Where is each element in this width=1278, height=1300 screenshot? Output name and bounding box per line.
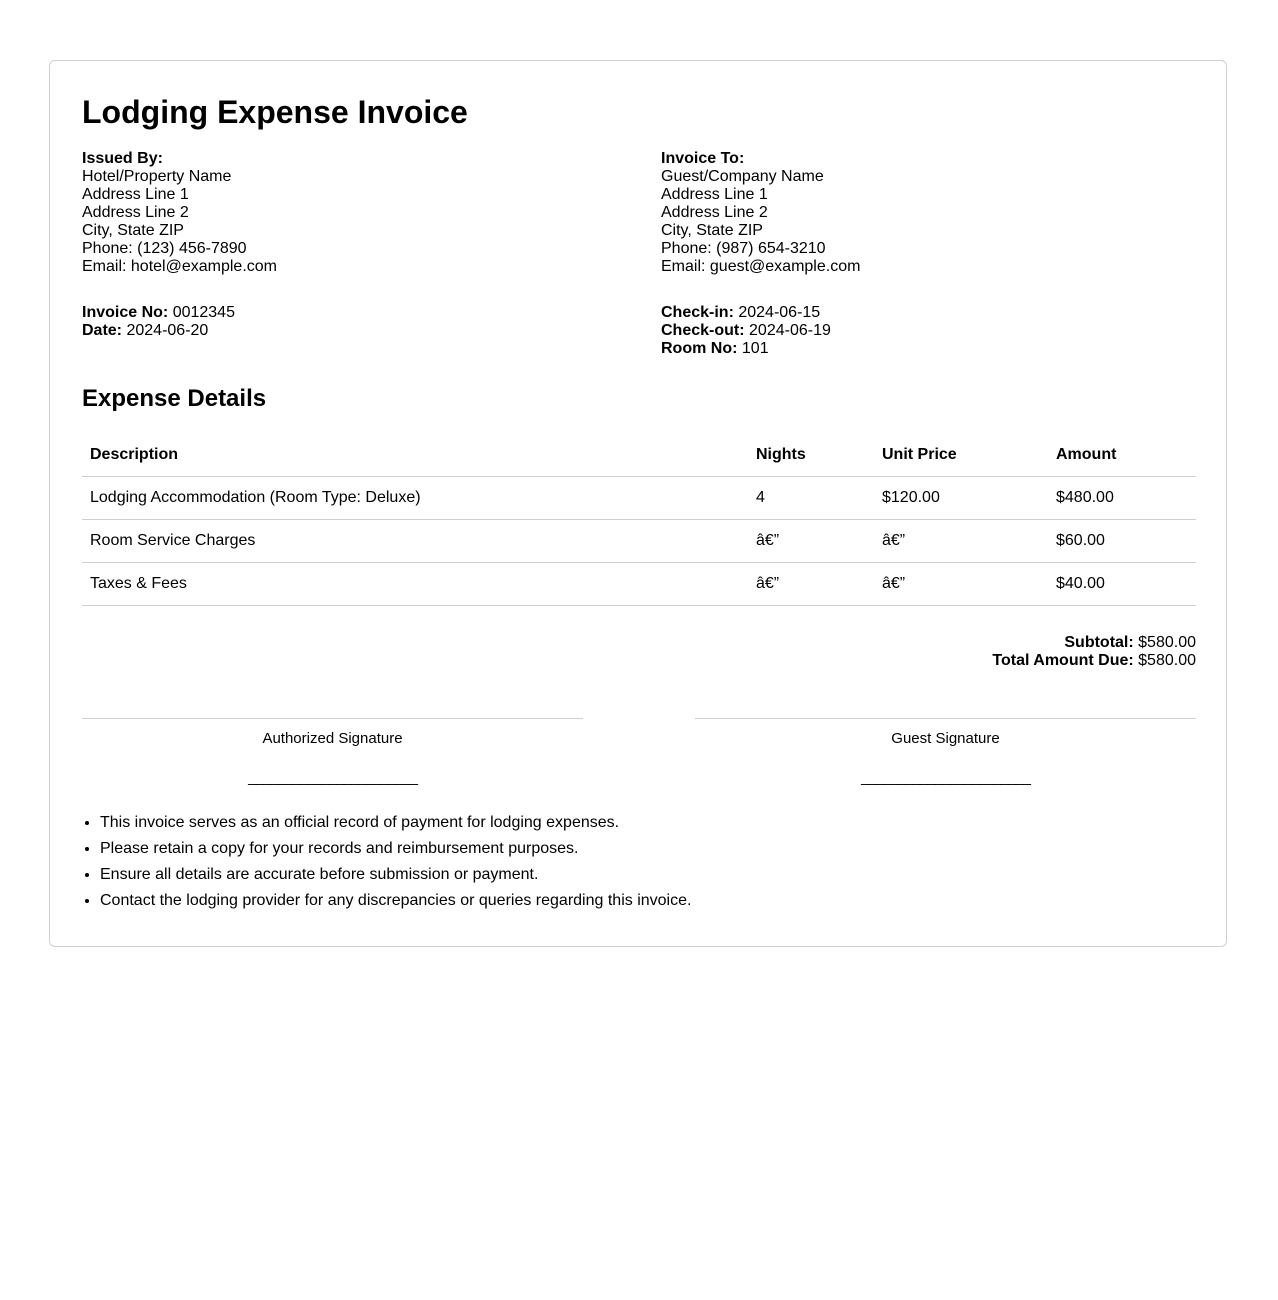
list-item: • Ensure all details are accurate before submission or payment. (100, 862, 691, 888)
room-number (661, 340, 860, 358)
checkin-value: 2024-06-15 (738, 304, 821, 321)
header-description: Description (82, 434, 748, 477)
checkout-label: Check-out: (661, 322, 745, 339)
table-row (82, 563, 1196, 606)
cell-nights: 4 (748, 477, 874, 520)
cell-description: Room Service Charges (82, 520, 748, 563)
table-row (82, 477, 1196, 520)
recipient-address-2: Address Line 2 (661, 204, 768, 221)
cell-unit-price: $120.00 (874, 477, 1048, 520)
issued-by-section (82, 150, 277, 340)
header-nights: Nights (748, 434, 874, 477)
header-unit-price: Unit Price (874, 434, 1048, 477)
authorized-signature-line: _______________________ (248, 769, 417, 786)
issuer-phone: Phone: (123) 456-7890 (82, 240, 247, 257)
invoice-number-label: Invoice No: (82, 304, 169, 321)
header-amount: Amount (1048, 434, 1196, 477)
guest-signature-label: Guest Signature (891, 730, 1000, 747)
invoice-title: Lodging Expense Invoice (82, 94, 468, 130)
cell-nights: â€” (748, 563, 874, 606)
invoice-card (49, 60, 1227, 947)
list-item: • This invoice serves as an official record of payment for lodging expenses. (100, 810, 691, 836)
cell-amount: $480.00 (1048, 477, 1196, 520)
checkout-value: 2024-06-19 (749, 322, 831, 339)
expense-table (82, 434, 1196, 606)
recipient-city: City, State ZIP (661, 222, 763, 239)
invoice-date-value: 2024-06-20 (126, 322, 209, 339)
list-item: • Please retain a copy for your records and reimbursement purposes. (100, 836, 691, 862)
issued-by-heading: Issued By: (82, 150, 163, 167)
subtotal-value: $580.00 (1138, 634, 1196, 651)
issuer-city: City, State ZIP (82, 222, 184, 239)
cell-amount: $40.00 (1048, 563, 1196, 606)
cell-nights: â€” (748, 520, 874, 563)
cell-unit-price: â€” (874, 520, 1048, 563)
list-item: • Contact the lodging provider for any discrepancies or queries regarding this invoice. (100, 888, 691, 914)
total-due (992, 652, 1196, 670)
recipient-name: Guest/Company Name (661, 168, 824, 185)
recipient-address-1: Address Line 1 (661, 186, 768, 203)
recipient-email: Email: guest@example.com (661, 258, 861, 275)
issuer-email: Email: hotel@example.com (82, 258, 277, 275)
expense-details-heading: Expense Details (82, 385, 267, 412)
cell-description: Lodging Accommodation (Room Type: Deluxe) (82, 477, 748, 520)
issuer-address-2: Address Line 2 (82, 204, 189, 221)
recipient-phone: Phone: (987) 654-3210 (661, 240, 826, 257)
issuer-address-1: Address Line 1 (82, 186, 189, 203)
totals-block (992, 634, 1196, 670)
guest-signature-block (695, 718, 1196, 787)
invoice-date-label: Date: (82, 322, 123, 339)
table-row (82, 520, 1196, 563)
total-due-label: Total Amount Due: (992, 652, 1134, 669)
checkin-label: Check-in: (661, 304, 734, 321)
notes-list (82, 810, 691, 914)
checkout (661, 322, 860, 340)
subtotal (992, 634, 1196, 652)
guest-signature-line: _______________________ (861, 769, 1030, 786)
room-number-value: 101 (741, 340, 769, 357)
room-number-label: Room No: (661, 340, 738, 357)
cell-description: Taxes & Fees (82, 563, 748, 606)
issuer-name: Hotel/Property Name (82, 168, 232, 185)
authorized-signature-block (82, 718, 583, 787)
checkin (661, 304, 860, 322)
cell-amount: $60.00 (1048, 520, 1196, 563)
invoice-to-heading: Invoice To: (661, 150, 745, 167)
invoice-number-value: 0012345 (172, 304, 235, 321)
invoice-number (82, 304, 277, 322)
authorized-signature-label: Authorized Signature (262, 730, 403, 747)
invoice-to-section (661, 150, 860, 358)
total-due-value: $580.00 (1138, 652, 1196, 669)
table-header-row (82, 434, 1196, 477)
invoice-date (82, 322, 277, 340)
cell-unit-price: â€” (874, 563, 1048, 606)
subtotal-label: Subtotal: (1064, 634, 1134, 651)
